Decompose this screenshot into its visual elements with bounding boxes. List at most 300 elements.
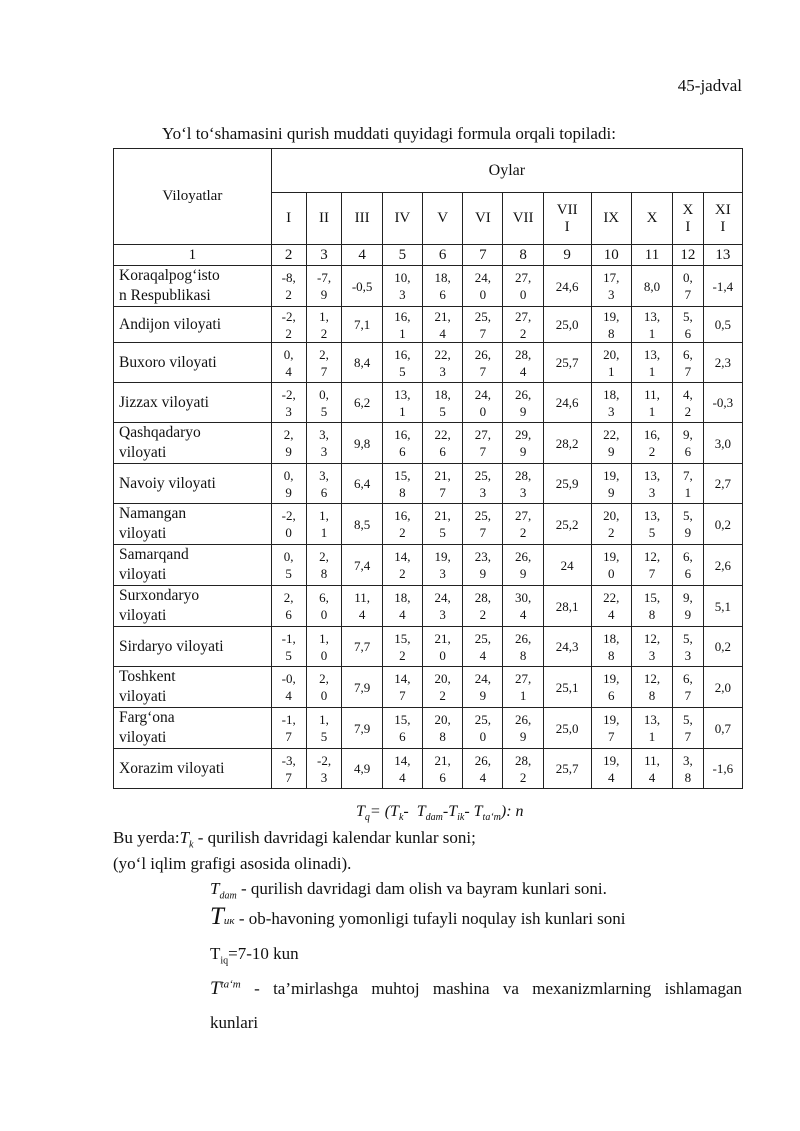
cell-line: 14, — [394, 549, 411, 564]
cell-line: 9, — [683, 427, 693, 442]
cell-line: 2, — [283, 427, 294, 442]
cell-line: 9,8 — [353, 435, 371, 451]
region-line: Jizzax viloyati — [119, 393, 209, 411]
cell-line: 9 — [519, 444, 527, 459]
explain-sub-k: k — [189, 839, 194, 851]
formula-minus3: - — [464, 803, 474, 820]
temperature-cell — [382, 708, 422, 749]
cell-line: 7 — [479, 363, 487, 379]
formula-sub-dam: dam — [425, 812, 443, 824]
cell-line: 9 — [684, 525, 692, 540]
region-name — [114, 545, 272, 586]
temperature-cell — [543, 464, 591, 504]
temperature-cell — [271, 545, 306, 586]
cell-line: 6, — [683, 549, 693, 564]
temperature-cell — [591, 307, 631, 343]
cell-line: 9 — [479, 688, 487, 703]
region-line: viloyati — [119, 729, 167, 746]
cell-line: 7 — [399, 688, 406, 703]
temperature-cell — [463, 464, 503, 504]
month-header — [382, 193, 422, 245]
formula-t3: T — [416, 803, 426, 820]
temperature-cell — [673, 266, 703, 307]
column-number: 1 — [114, 245, 272, 266]
cell-line: 21, — [434, 752, 451, 768]
temperature-cell — [503, 708, 543, 749]
month-header — [673, 193, 703, 245]
temperature-cell — [673, 545, 703, 586]
cell-line: 6 — [684, 566, 692, 581]
temperature-cell — [591, 423, 631, 464]
temperature-cell — [463, 627, 503, 667]
cell-line: 19, — [603, 671, 620, 686]
cell-line: 25,1 — [555, 679, 579, 695]
formula-sub-k: k — [398, 812, 404, 824]
cell-line: 5, — [683, 712, 693, 727]
cell-line: 7 — [684, 688, 692, 703]
cell-line: 7 — [439, 484, 446, 500]
explain-text-k: - qurilish davridagi kalendar kunlar soni; — [193, 828, 476, 847]
month-label-cont: I — [720, 218, 726, 235]
temperature-cell — [703, 504, 742, 545]
temperature-cell — [703, 627, 742, 667]
cell-line: 4 — [285, 688, 292, 703]
cell-line: 26, — [474, 346, 491, 362]
temperature-cell — [631, 667, 672, 708]
cell-line: 7 — [285, 729, 292, 744]
cell-line: 7 — [684, 287, 692, 302]
month-header — [422, 193, 462, 245]
temperature-cell — [271, 343, 306, 383]
temperature-cell — [543, 627, 591, 667]
region-line: viloyati — [119, 525, 167, 542]
temperature-cell — [382, 383, 422, 423]
cell-line: -3, — [281, 752, 296, 768]
temperature-cell — [543, 749, 591, 789]
header-months-group: Oylar — [271, 149, 742, 193]
cell-line: 24, — [474, 671, 491, 686]
cell-line: 16, — [394, 346, 411, 362]
cell-line: 0 — [320, 607, 328, 622]
cell-line: 6 — [399, 729, 406, 744]
cell-line: 6, — [319, 590, 329, 605]
temperature-cell — [503, 343, 543, 383]
cell-line: 2, — [319, 671, 329, 686]
temperature-cell — [503, 586, 543, 627]
cell-line: -0,5 — [351, 278, 373, 294]
cell-line: 18, — [603, 386, 620, 402]
cell-line: 9 — [519, 403, 527, 419]
temperature-cell — [306, 383, 342, 423]
temperature-cell — [703, 307, 742, 343]
cell-line: 0,2 — [714, 516, 731, 532]
cell-line: 6,2 — [353, 395, 371, 410]
temperature-cell — [382, 343, 422, 383]
cell-line: 21, — [434, 630, 451, 646]
region-line: Farg‘ona — [119, 709, 175, 726]
temperature-cell — [271, 627, 306, 667]
cell-line: 2 — [285, 287, 292, 302]
cell-line: 1 — [684, 484, 692, 500]
cell-line: 24, — [474, 386, 491, 402]
cell-line: 6 — [684, 325, 692, 341]
temperature-cell — [422, 343, 462, 383]
cell-line: 4 — [607, 607, 615, 622]
cell-line: 1, — [319, 508, 329, 523]
temperature-cell — [503, 307, 543, 343]
cell-line: 27, — [514, 308, 532, 324]
temperature-cell — [503, 667, 543, 708]
cell-line: 24 — [560, 557, 574, 573]
cell-line: 2,0 — [714, 679, 731, 695]
region-line: Qashqadaryo — [119, 424, 201, 441]
explain-line-1 — [113, 828, 476, 850]
intro-text: Yo‘l to‘shamasini qurish muddati quyidagi formula orqali topiladi: — [162, 124, 616, 143]
temperature-cell — [591, 343, 631, 383]
cell-line: 2 — [519, 325, 527, 341]
cell-line: 7,9 — [353, 720, 371, 736]
temperature-cell — [673, 307, 703, 343]
temperature-cell — [703, 586, 742, 627]
cell-line: 4 — [399, 607, 406, 622]
cell-line: 21, — [434, 508, 451, 523]
header-region: Viloyatlar — [114, 149, 272, 245]
cell-line: 6,4 — [353, 476, 371, 491]
temperature-cell — [631, 749, 672, 789]
explain-t-iq: T — [210, 944, 221, 963]
temperature-cell — [591, 464, 631, 504]
temperature-cell — [382, 627, 422, 667]
cell-line: 2 — [684, 403, 692, 419]
cell-line: 28, — [514, 346, 532, 362]
explain-line-6 — [210, 978, 742, 1000]
cell-line: 3 — [320, 444, 328, 459]
cell-line: 5 — [320, 729, 328, 744]
cell-line: 30, — [514, 590, 532, 605]
table-row — [114, 586, 743, 627]
cell-line: 6 — [439, 444, 446, 459]
cell-line: 0,7 — [714, 720, 731, 736]
cell-line: 16, — [394, 308, 411, 324]
explain-sub-ik: ик — [223, 915, 235, 927]
temperature-cell — [342, 586, 382, 627]
cell-line: 7,7 — [353, 639, 371, 654]
cell-line: 13, — [643, 346, 661, 362]
temperature-cell — [673, 586, 703, 627]
cell-line: 8,0 — [643, 278, 661, 294]
temperature-cell — [422, 667, 462, 708]
cell-line: 9 — [607, 444, 615, 459]
cell-line: 25,9 — [555, 476, 579, 491]
temperature-cell — [271, 307, 306, 343]
column-number: 4 — [342, 245, 382, 266]
cell-line: 28, — [514, 752, 532, 768]
cell-line: 2 — [519, 769, 527, 785]
temperature-cell — [673, 464, 703, 504]
temperature-cell — [422, 708, 462, 749]
cell-line: 0 — [320, 688, 328, 703]
cell-line: 12, — [643, 549, 661, 564]
cell-line: 2 — [479, 607, 487, 622]
cell-line: 3 — [439, 566, 446, 581]
temperature-cell — [382, 266, 422, 307]
temperature-cell — [422, 464, 462, 504]
cell-line: 0, — [283, 467, 294, 483]
month-header — [503, 193, 543, 245]
region-line: Buxoro viloyati — [119, 353, 217, 371]
month-label-cont: I — [564, 218, 570, 235]
cell-line: 7 — [479, 325, 487, 341]
cell-line: 14, — [394, 671, 411, 686]
cell-line: -7, — [316, 270, 332, 285]
explain-line-5 — [210, 944, 299, 966]
temperature-cell — [271, 586, 306, 627]
temperature-cell — [543, 343, 591, 383]
cell-line: 3 — [648, 647, 656, 663]
region-line: viloyati — [119, 607, 167, 624]
cell-line: 19, — [603, 712, 620, 727]
cell-line: 8,5 — [353, 516, 371, 532]
explain-text-iq: =7-10 kun — [228, 944, 299, 963]
column-number: 2 — [271, 245, 306, 266]
cell-line: 1, — [319, 630, 329, 646]
temperature-cell — [306, 586, 342, 627]
temperature-cell — [342, 667, 382, 708]
temperature-cell — [631, 307, 672, 343]
cell-line: 16, — [394, 427, 411, 442]
cell-line: 2,7 — [714, 476, 731, 491]
cell-line: 1 — [399, 325, 406, 341]
region-line: Andijon viloyati — [119, 315, 222, 333]
month-header — [543, 193, 591, 245]
temperature-cell — [463, 266, 503, 307]
temperature-cell — [673, 423, 703, 464]
temperature-cell — [703, 423, 742, 464]
month-label: I — [286, 210, 292, 226]
explain-text-dam: - qurilish davridagi dam olish va bayram kunlari soni. — [236, 879, 607, 898]
cell-line: 8 — [320, 566, 328, 581]
cell-line: 15, — [643, 590, 661, 605]
temperature-cell — [703, 545, 742, 586]
temperature-cell — [631, 464, 672, 504]
cell-line: 4 — [399, 769, 406, 785]
cell-line: -0,3 — [712, 395, 734, 410]
month-header — [703, 193, 742, 245]
temperature-cell — [673, 343, 703, 383]
cell-line: 9 — [285, 444, 292, 459]
table-row — [114, 423, 743, 464]
month-label: X — [682, 201, 694, 218]
table-row — [114, 708, 743, 749]
cell-line: 26, — [514, 712, 532, 727]
explain-line-4 — [210, 903, 626, 931]
month-header — [342, 193, 382, 245]
temperature-cell — [306, 343, 342, 383]
temperature-cell — [591, 504, 631, 545]
month-label: VII — [556, 201, 578, 218]
temperature-cell — [271, 504, 306, 545]
cell-line: -1,4 — [712, 278, 734, 294]
cell-line: 0 — [439, 647, 446, 663]
month-label: IV — [394, 210, 411, 226]
month-label: III — [354, 210, 370, 226]
cell-line: 18, — [394, 590, 411, 605]
cell-line: -2, — [281, 386, 296, 402]
temperature-cell — [463, 423, 503, 464]
cell-line: 13, — [643, 508, 661, 523]
region-name — [114, 266, 272, 307]
cell-line: 8 — [648, 607, 656, 622]
cell-line: 8 — [684, 769, 692, 785]
cell-line: 8 — [399, 484, 406, 500]
cell-line: 25,0 — [555, 317, 579, 332]
region-line: Xorazim viloyati — [119, 759, 225, 777]
cell-line: 3, — [683, 752, 693, 768]
formula-end: ): n — [500, 803, 524, 820]
cell-line: 0 — [479, 287, 487, 302]
temperature-cell — [422, 749, 462, 789]
temperature-cell — [271, 464, 306, 504]
cell-line: 15, — [394, 467, 411, 483]
cell-line: 2 — [320, 325, 328, 341]
temperature-cell — [342, 708, 382, 749]
temperature-cell — [271, 423, 306, 464]
temperature-cell — [631, 586, 672, 627]
cell-line: 2 — [285, 325, 292, 341]
cell-line: 7 — [648, 566, 656, 581]
temperature-cell — [673, 383, 703, 423]
cell-line: 1 — [320, 525, 328, 540]
column-number: 3 — [306, 245, 342, 266]
cell-line: 7 — [320, 363, 328, 379]
cell-line: 4 — [479, 769, 487, 785]
cell-line: -1, — [281, 712, 296, 727]
cell-line: 1, — [319, 308, 329, 324]
temperature-cell — [342, 343, 382, 383]
climate-table — [113, 148, 743, 789]
column-number: 6 — [422, 245, 462, 266]
cell-line: 8 — [607, 325, 615, 341]
table-row — [114, 343, 743, 383]
temperature-cell — [382, 504, 422, 545]
cell-line: 20, — [434, 671, 451, 686]
explain-prefix: Bu yerda: — [113, 828, 180, 847]
cell-line: -1,6 — [712, 761, 734, 776]
temperature-cell — [631, 627, 672, 667]
cell-line: 3, — [319, 467, 329, 483]
region-line: Namangan — [119, 505, 187, 522]
temperature-cell — [703, 667, 742, 708]
temperature-cell — [342, 504, 382, 545]
cell-line: 9 — [519, 566, 527, 581]
cell-line: 3 — [607, 287, 615, 302]
cell-line: 26, — [514, 630, 532, 646]
temperature-cell — [306, 307, 342, 343]
cell-line: 18, — [434, 386, 451, 402]
temperature-cell — [543, 266, 591, 307]
temperature-cell — [703, 343, 742, 383]
cell-line: 0 — [479, 729, 487, 744]
cell-line: 3 — [320, 769, 328, 785]
column-number: 11 — [631, 245, 672, 266]
region-line: Samarqand — [119, 546, 189, 563]
cell-line: 2 — [607, 525, 615, 540]
table-row — [114, 627, 743, 667]
cell-line: 6 — [439, 769, 446, 785]
cell-line: 12, — [643, 671, 661, 686]
column-number: 8 — [503, 245, 543, 266]
temperature-cell — [631, 545, 672, 586]
temperature-cell — [306, 423, 342, 464]
month-label: IX — [603, 210, 620, 226]
region-line: Sirdaryo viloyati — [119, 637, 224, 655]
explain-t-ik: T — [210, 903, 224, 930]
cell-line: 4 — [479, 647, 487, 663]
cell-line: 16, — [394, 508, 411, 523]
cell-line: -0, — [281, 671, 296, 686]
temperature-cell — [382, 667, 422, 708]
cell-line: 7 — [684, 729, 692, 744]
temperature-cell — [382, 586, 422, 627]
cell-line: 9 — [479, 566, 487, 581]
temperature-cell — [463, 307, 503, 343]
region-name — [114, 307, 272, 343]
temperature-cell — [306, 627, 342, 667]
cell-line: 1 — [607, 363, 615, 379]
cell-line: 27, — [514, 270, 532, 285]
column-number: 7 — [463, 245, 503, 266]
cell-line: 7,4 — [353, 557, 371, 573]
temperature-cell — [382, 423, 422, 464]
cell-line: 9 — [684, 607, 692, 622]
temperature-cell — [703, 708, 742, 749]
cell-line: 4 — [358, 607, 366, 622]
cell-line: 26, — [514, 549, 532, 564]
temperature-cell — [463, 667, 503, 708]
cell-line: 19, — [603, 308, 620, 324]
cell-line: 28, — [474, 590, 491, 605]
cell-line: 7,1 — [353, 317, 371, 332]
formula-t: T — [356, 803, 365, 820]
cell-line: 13, — [643, 467, 661, 483]
cell-line: 0,2 — [714, 639, 731, 654]
cell-line: 5 — [439, 525, 446, 540]
cell-line: -1, — [281, 630, 296, 646]
month-label: VI — [474, 210, 491, 226]
cell-line: 24,6 — [555, 395, 579, 410]
month-label: VII — [512, 210, 534, 226]
temperature-cell — [422, 545, 462, 586]
cell-line: 24,6 — [555, 278, 579, 294]
cell-line: 13, — [643, 308, 661, 324]
cell-line: 25, — [474, 467, 491, 483]
cell-line: -2, — [316, 752, 332, 768]
explain-text-tam: - ta’mirlashga muhtoj mashina va mexanizmlarning ishlamagan — [240, 979, 742, 998]
cell-line: 4 — [607, 769, 615, 785]
cell-line: 0 — [320, 647, 328, 663]
month-header — [306, 193, 342, 245]
temperature-cell — [591, 667, 631, 708]
region-name — [114, 504, 272, 545]
temperature-cell — [422, 266, 462, 307]
region-name — [114, 383, 272, 423]
column-number: 10 — [591, 245, 631, 266]
cell-line: 28,1 — [555, 598, 579, 614]
formula-minus2: - — [442, 803, 449, 820]
region-line: n Respublikasi — [119, 287, 211, 304]
temperature-cell — [342, 307, 382, 343]
column-number: 13 — [703, 245, 742, 266]
